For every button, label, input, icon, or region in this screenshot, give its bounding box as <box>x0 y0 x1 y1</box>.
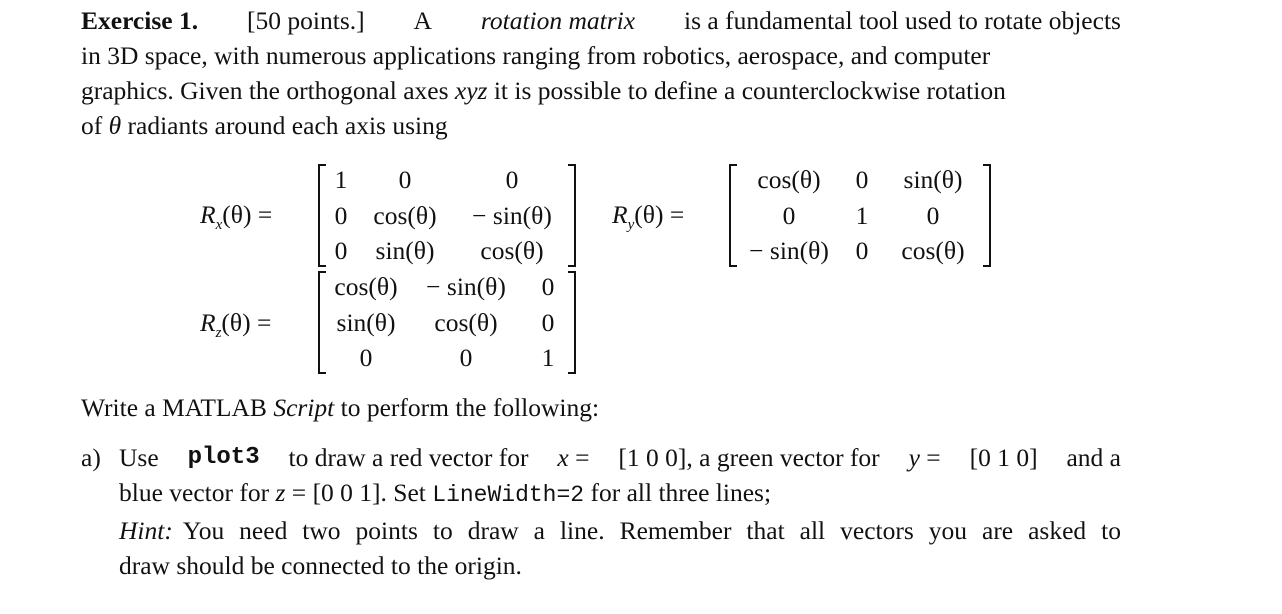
matrix-cell: sin(θ) <box>375 236 435 265</box>
hint-text: You need two points to draw a line. Remember that all vectors you are asked to <box>182 516 1121 545</box>
task-text: Write a MATLAB <box>81 393 267 422</box>
rx-matrix <box>318 162 576 269</box>
left-bracket <box>318 164 326 267</box>
matrix-cell: cos(θ) <box>434 307 498 337</box>
rz-matrix <box>318 269 576 376</box>
x-vector-value: [1 0 0], a green vector for <box>618 443 880 472</box>
matrix-cell: 0 <box>459 343 473 372</box>
intro-text: radiants around each axis using <box>127 111 448 140</box>
matrix-row <box>326 305 570 341</box>
intro-text: of <box>81 111 103 140</box>
script-term: Script <box>273 393 335 422</box>
axes-symbol: xyz <box>454 76 488 105</box>
item-a <box>81 440 1121 583</box>
matrix-cell: 0 <box>541 307 555 337</box>
matrix-cell: 0 <box>855 165 869 194</box>
y-variable: y <box>908 443 920 472</box>
item-text: blue vector for <box>119 478 270 507</box>
matrix-row <box>328 162 568 198</box>
matrix-cell: cos(θ) <box>480 236 544 265</box>
item-a-hint-line-1 <box>81 513 1121 548</box>
right-bracket <box>568 164 576 267</box>
exercise-label: Exercise 1. <box>81 6 199 35</box>
item-a-line-1: a) Use plot3 to draw a red vector for x = [1 0 0], a green vector for y = [0 1 0] and a <box>81 440 1121 475</box>
matrix-row <box>737 233 983 269</box>
rx-label: $R_x(\theta)$ = <box>200 200 273 234</box>
matrix-cell: sin(θ) <box>903 165 963 194</box>
matrix-row <box>326 269 570 305</box>
matrix-cell: − sin(θ) <box>426 272 506 301</box>
rz-label: $R_z(\theta)$ = <box>200 308 272 342</box>
matrix-cell: − sin(θ) <box>472 200 552 230</box>
matrix-cell: 0 <box>359 343 373 372</box>
item-a-hint-line-2: draw should be connected to the origin. <box>119 551 522 580</box>
item-marker: a) <box>81 443 101 472</box>
matrix-cell: 0 <box>855 236 869 265</box>
left-bracket <box>318 271 326 374</box>
task-text: to perform the following: <box>340 393 600 422</box>
theta-symbol: θ <box>108 111 122 140</box>
matrix-cell: 0 <box>926 200 940 230</box>
right-bracket <box>983 164 991 267</box>
matrix-row <box>328 233 568 269</box>
task-line <box>81 390 1121 425</box>
item-text: Use <box>119 443 159 472</box>
intro-text: A <box>413 6 432 35</box>
item-a-line-2: blue vector for z = [0 0 1]. Set LineWidth=2 for all three lines; <box>119 478 772 508</box>
rotation-matrix-term: rotation matrix <box>480 6 636 35</box>
matrix-cell: 0 <box>505 165 519 194</box>
matrix-cell: 0 <box>541 272 555 301</box>
matrix-row <box>328 198 568 234</box>
linewidth-param: LineWidth=2 <box>432 482 585 508</box>
matrix-row <box>737 162 983 198</box>
ry-label: $R_y(\theta)$ = <box>612 200 685 234</box>
matrix-cell: cos(θ) <box>901 236 965 265</box>
intro-line-2: in 3D space, with numerous applications ranging from robotics, aerospace, and computer <box>81 41 991 70</box>
matrix-cell: cos(θ) <box>757 165 821 194</box>
matrix-cell: 1 <box>855 200 869 230</box>
matrix-cell: − sin(θ) <box>749 236 829 265</box>
y-vector-value: [0 1 0] <box>969 443 1038 472</box>
matrix-cell: cos(θ) <box>334 272 398 301</box>
matrix-cell: sin(θ) <box>336 307 396 337</box>
z-vector-value: [0 0 1] <box>312 478 381 507</box>
matrix-cell: cos(θ) <box>373 200 437 230</box>
item-text: to draw a red vector for <box>288 443 529 472</box>
matrix-row <box>326 340 570 376</box>
z-variable: z <box>275 478 286 507</box>
matrix-cell: 1 <box>541 343 555 372</box>
matrix-row <box>737 198 983 234</box>
item-text: . Set <box>380 478 426 507</box>
intro-line-3 <box>81 73 1121 108</box>
x-variable: x <box>557 443 569 472</box>
matrix-cell: 1 <box>334 165 348 194</box>
intro-text: it is possible to define a counterclockwise rotation <box>493 76 1006 105</box>
points-label: [50 points.] <box>247 6 365 35</box>
intro-line-4 <box>81 108 1121 143</box>
hint-label: Hint: <box>119 516 173 545</box>
intro-text: is a fundamental tool used to rotate objects <box>684 6 1121 35</box>
intro-text: graphics. Given the orthogonal axes <box>81 76 449 105</box>
matrix-cell: 0 <box>334 200 348 230</box>
matrix-cell: 0 <box>334 236 348 265</box>
matrix-cell: 0 <box>398 165 412 194</box>
intro-line-1 <box>81 3 1121 38</box>
item-text: and a <box>1066 443 1121 472</box>
intro-paragraph <box>81 3 1121 143</box>
ry-matrix <box>729 162 991 269</box>
item-text: for all three lines; <box>590 478 772 507</box>
matrix-cell: 0 <box>782 200 796 230</box>
left-bracket <box>729 164 737 267</box>
plot3-command: plot3 <box>187 444 260 471</box>
